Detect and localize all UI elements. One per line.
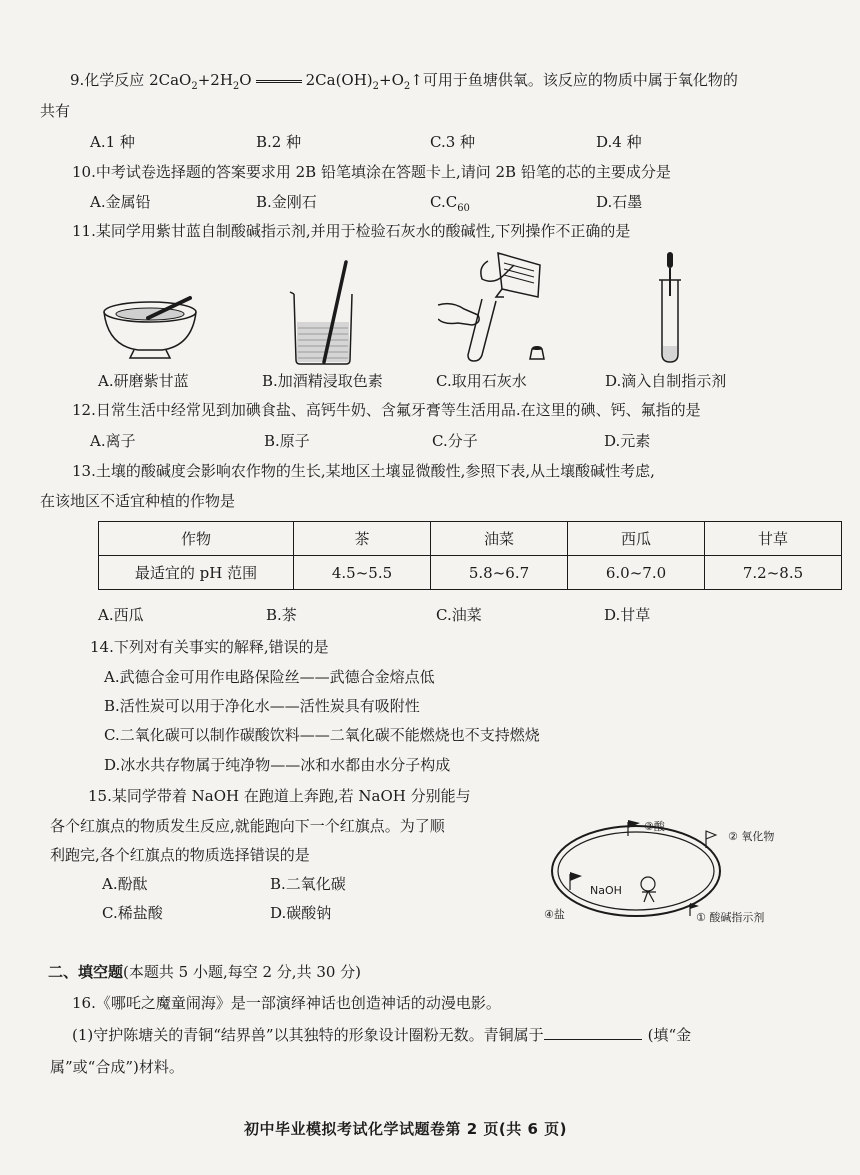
q15-stem-line1: 15.某同学带着 NaOH 在跑道上奔跑,若 NaOH 分别能与 bbox=[88, 787, 471, 805]
q14-stem: 14.下列对有关事实的解释,错误的是 bbox=[90, 638, 329, 656]
track-label-runner: NaOH bbox=[590, 884, 622, 897]
track-label-indicator: ① 酸碱指示剂 bbox=[696, 911, 765, 924]
pouring-limewater-figure bbox=[438, 245, 558, 365]
q12-option-b: B.原子 bbox=[264, 432, 310, 450]
table-header-cell: 甘草 bbox=[705, 522, 842, 556]
q16-part1-line2: 属”或“合成”)材料。 bbox=[50, 1058, 184, 1076]
track-label-oxide: ② 氧化物 bbox=[728, 830, 775, 843]
q11-caption-b: B.加酒精浸取色素 bbox=[262, 372, 383, 390]
reaction-equals-sign bbox=[256, 80, 302, 83]
track-label-acid: ③酸 bbox=[644, 820, 665, 833]
table-cell: 6.0~7.0 bbox=[568, 556, 705, 590]
table-cell: 5.8~6.7 bbox=[431, 556, 568, 590]
q10-option-d: D.石墨 bbox=[596, 193, 643, 211]
section2-title: 二、填空题 bbox=[48, 963, 124, 981]
table-cell: 4.5~5.5 bbox=[294, 556, 431, 590]
q12-stem: 12.日常生活中经常见到加碘食盐、高钙牛奶、含氟牙膏等生活用品.在这里的碘、钙、氟指的是 bbox=[72, 401, 701, 419]
table-header-cell: 西瓜 bbox=[568, 522, 705, 556]
q15-option-d: D.碳酸钠 bbox=[270, 904, 332, 922]
table-row bbox=[99, 556, 842, 590]
q16-stem: 16.《哪吒之魔童闹海》是一部演绎神话也创造神话的动漫电影。 bbox=[72, 994, 501, 1012]
ph-range-table bbox=[98, 521, 842, 590]
q10-stem: 10.中考试卷选择题的答案要求用 2B 铅笔填涂在答题卡上,请问 2B 铅笔的芯的主要成分是 bbox=[72, 163, 671, 181]
page-footer: 初中毕业模拟考试化学试题卷第 2 页(共 6 页) bbox=[244, 1120, 567, 1138]
q10-option-c: $C.C_{60}$ bbox=[430, 193, 470, 214]
q15-option-a: A.酚酞 bbox=[102, 875, 148, 893]
q11-caption-d: D.滴入自制指示剂 bbox=[605, 372, 727, 390]
table-row bbox=[99, 522, 842, 556]
q14-option-a: A.武德合金可用作电路保险丝——武德合金熔点低 bbox=[104, 668, 435, 686]
q9-option-a: A.1 种 bbox=[90, 133, 135, 151]
table-cell: 7.2~8.5 bbox=[705, 556, 842, 590]
table-header-cell: 油菜 bbox=[431, 522, 568, 556]
table-cell: 最适宜的 pH 范围 bbox=[99, 556, 294, 590]
q10-option-b: B.金刚石 bbox=[256, 193, 317, 211]
q12-option-c: C.分子 bbox=[432, 432, 478, 450]
q12-option-d: D.元素 bbox=[604, 432, 651, 450]
q9-option-b: B.2 种 bbox=[256, 133, 302, 151]
q13-stem-line1: 13.土壤的酸碱度会影响农作物的生长,某地区土壤显微酸性,参照下表,从土壤酸碱性考虑, bbox=[72, 462, 655, 480]
beaker-stirring-figure bbox=[284, 258, 364, 368]
q13-option-a: A.西瓜 bbox=[98, 606, 144, 624]
q9-option-d: D.4 种 bbox=[596, 133, 642, 151]
q15-option-c: C.稀盐酸 bbox=[102, 904, 163, 922]
track-label-salt: ④盐 bbox=[544, 908, 565, 921]
q13-option-b: B.茶 bbox=[266, 606, 297, 624]
q9-option-c: C.3 种 bbox=[430, 133, 476, 151]
q15-stem-line2: 各个红旗点的物质发生反应,就能跑向下一个红旗点。为了顺 bbox=[50, 817, 445, 835]
q13-option-c: C.油菜 bbox=[436, 606, 482, 624]
table-header-cell: 茶 bbox=[294, 522, 431, 556]
q13-stem-line2: 在该地区不适宜种植的作物是 bbox=[40, 492, 236, 510]
q11-caption-c: C.取用石灰水 bbox=[436, 372, 527, 390]
section2-heading bbox=[48, 962, 361, 982]
q9-stem: 9.化学反应 $2CaO_2+2H_2O$ $2Ca(OH)_2+O_2↑$可用于鱼塘供氧。该反应的物质中属于氧化物的 bbox=[70, 71, 738, 92]
q15-option-b: B.二氧化碳 bbox=[270, 875, 346, 893]
answer-blank[interactable] bbox=[544, 1025, 642, 1040]
q16-part1: (1)守护陈塘关的青铜“结界兽”以其独特的形象设计圈粉无数。青铜属于 (填“金 bbox=[72, 1026, 692, 1044]
q9-stem-line2: 共有 bbox=[40, 102, 71, 120]
q14-option-d: D.冰水共存物属于纯净物——冰和水都由水分子构成 bbox=[104, 756, 451, 774]
q10-option-a: A.金属铅 bbox=[90, 193, 151, 211]
q11-caption-a: A.研磨紫甘蓝 bbox=[98, 372, 189, 390]
section2-note: (本题共 5 小题,每空 2 分,共 30 分) bbox=[123, 963, 362, 981]
q12-option-a: A.离子 bbox=[90, 432, 136, 450]
table-header-cell: 作物 bbox=[99, 522, 294, 556]
dropper-test-tube-figure bbox=[650, 250, 700, 365]
q15-stem-line3: 利跑完,各个红旗点的物质选择错误的是 bbox=[50, 846, 310, 864]
q14-option-c: C.二氧化碳可以制作碳酸饮料——二氧化碳不能燃烧也不支持燃烧 bbox=[104, 726, 540, 744]
mortar-pestle-figure bbox=[98, 290, 218, 365]
q14-option-b: B.活性炭可以用于净化水——活性炭具有吸附性 bbox=[104, 697, 420, 715]
q11-stem: 11.某同学用紫甘蓝自制酸碱指示剂,并用于检验石灰水的酸碱性,下列操作不正确的是 bbox=[72, 222, 631, 240]
q13-option-d: D.甘草 bbox=[604, 606, 651, 624]
